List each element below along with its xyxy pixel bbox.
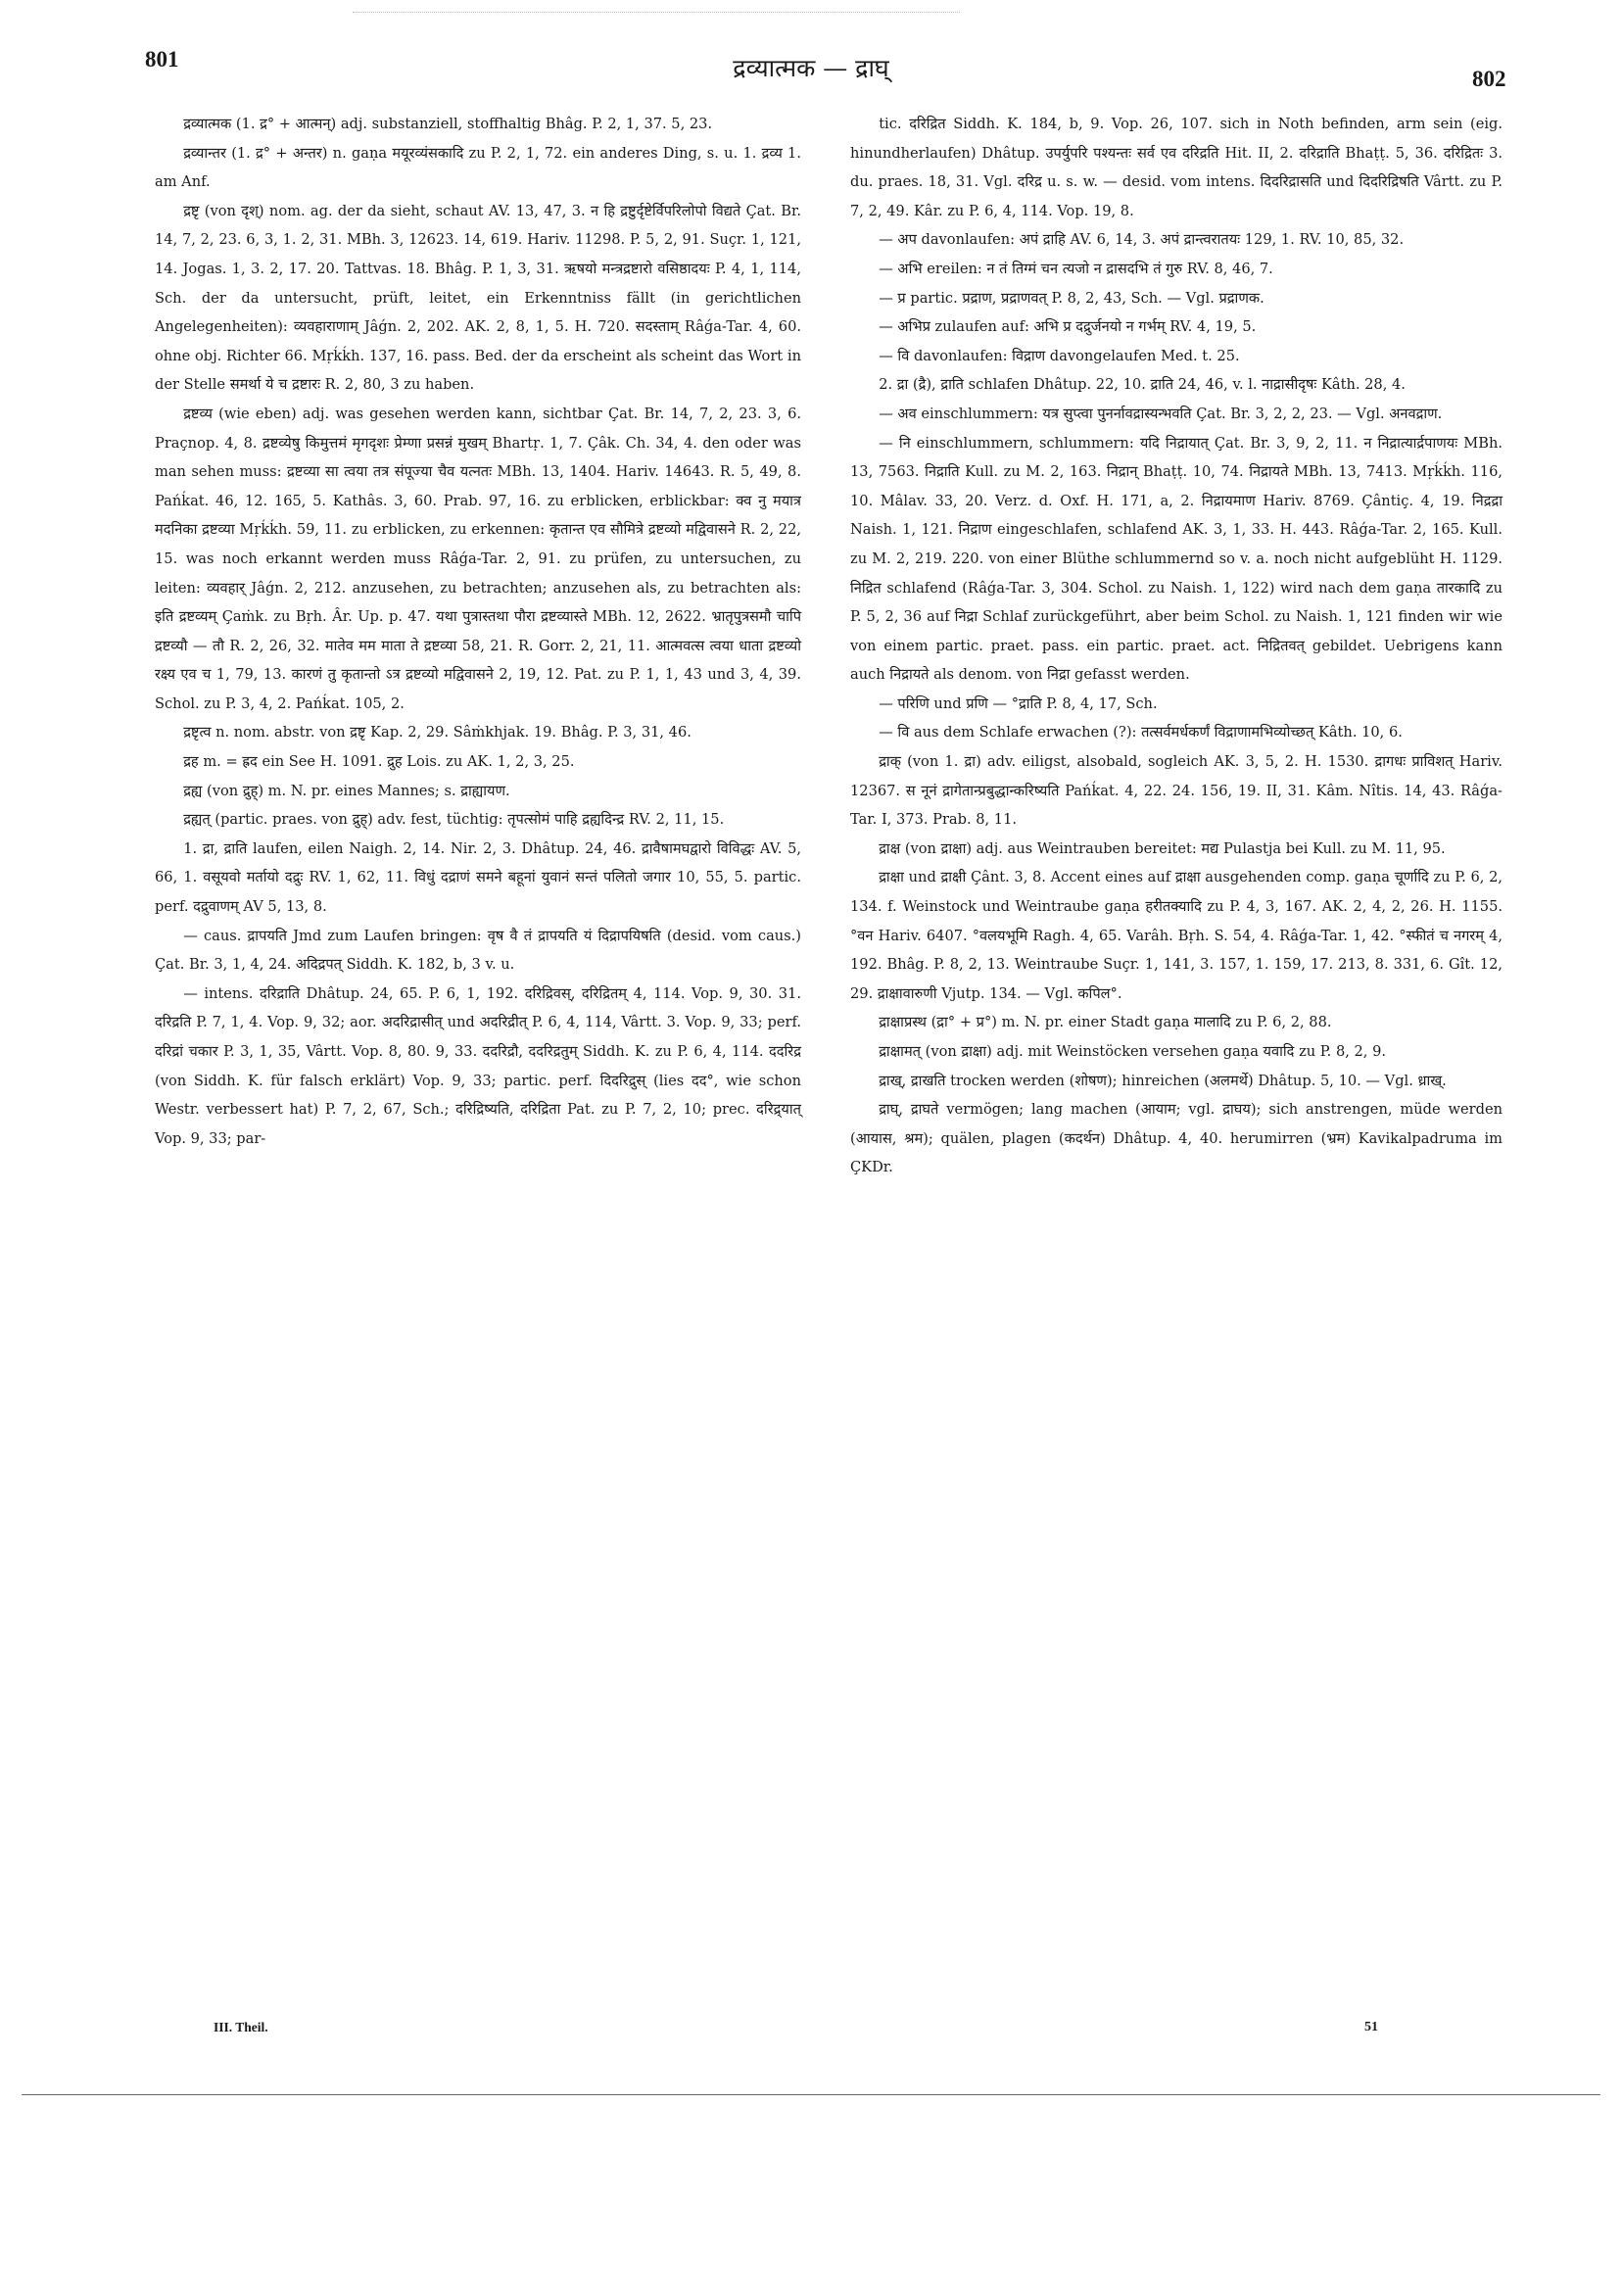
sheet-number: 51 [1364,2020,1378,2034]
dictionary-entry: — वि davonlaufen: विद्राण davongelaufen Med. t. 25. [879,347,1240,364]
dictionary-entry: द्राघ्, द्राघते vermögen; lang machen (आयाम; vgl. द्राघय); sich anstrengen, müde werden (आयास, श्रम); quälen, plagen (कदर्थन) Dhâtup. 4, 40. herumirren (भ्रम) Kavikalpadruma im ÇKDr. [850,1101,1503,1176]
running-head: द्रव्यात्मक — द्राघ् [733,54,889,82]
left-column [155,110,801,1153]
dictionary-entry: द्रष्टव्य (wie eben) adj. was gesehen werden kann, sichtbar Çat. Br. 14, 7, 2, 23. 3, 6. Praçnop. 4, 8. द्रष्टव्येषु किमुत्तमं मृगदृशः प्रेम्णा प्रसन्नं मुखम् Bhartṛ. 1, 7. Çâk. Ch. 34, 4. den oder was man sehen muss: द्रष्टव्या सा त्वया तत्र संपूज्या चैव यत्नतः MBh. 13, 1404. Hariv. 14643. R. 5, 49, 8. Pańḱat. 46, 12. 165, 5. Kathâs. 3, 60. Prab. 97, 16. zu erblicken, erblickbar: क्व नु मयात्र मदनिका द्रष्टव्या Mṛḱḱh. 59, 11. zu erblicken, zu erkennen: कृतान्त एव सौमित्रे द्रष्टव्यो मद्विवासने R. 2, 22, 15. was noch erkannt werden muss Râǵa-Tar. 2, 91. zu prüfen, zu untersuchen, zu leiten: व्यवहार् Jâǵn. 2, 212. anzusehen, zu betrachten; anzusehen als, zu betrachten als: इति द्रष्टव्यम् Çaṁk. zu Bṛh. Âr. Up. p. 47. यथा पुत्रास्तथा पौरा द्रष्टव्यास्ते MBh. 12, 2622. भ्रातृपुत्रसमौ चापि द्रष्टव्यौ — तौ R. 2, 26, 32. मातेव मम माता ते द्रष्टव्या 58, 21. R. Gorr. 2, 21, 11. आत्मवत्स त्वया धाता द्रष्टव्यो रक्ष्य एव च 1, 79, 13. कारणं तु कृतान्तो ऽत्र द्रष्टव्यो मद्विवासने 2, 19, 12. Pat. zu P. 1, 1, 43 und 3, 4, 39. Schol. zu P. 3, 4, 2. Pańḱat. 105, 2. [155,405,801,712]
dictionary-entry: द्रष्टृत्व n. nom. abstr. von द्रष्टृ Kap. 2, 29. Sâṁkhjak. 19. Bhâg. P. 3, 31, 46. [183,724,692,741]
page-number-right: 802 [1472,67,1506,91]
page-number-left: 801 [145,47,179,72]
dictionary-entry: द्राक्षा und द्राक्षी Çânt. 3, 8. Accent eines auf द्राक्षा ausgehenden comp. gaṇa चूर्णादि zu P. 6, 2, 134. f. Weinstock und Weintraube gaṇa हरीतक्यादि zu P. 4, 3, 167. AK. 2, 4, 2, 26. H. 1155. °वन Hariv. 6407. °वलयभूमि Ragh. 4, 65. Varâh. Bṛh. S. 54, 4. Râǵa-Tar. 1, 42. °स्फीतं च नगरम् 4, 192. Bhâg. P. 8, 2, 13. Weintraube Suçr. 1, 141, 3. 157, 1. 159, 17. 213, 8. 331, 6. Gît. 12, 29. द्राक्षावारुणी Vjutp. 134. — Vgl. कपिल°. [850,869,1503,1002]
dictionary-entry: द्रष्टृ (von दृश्) nom. ag. der da sieht, schaut AV. 13, 47, 3. न हि द्रष्टुर्दृष्टेर्विपरिलोपो विद्यते Çat. Br. 14, 7, 2, 23. 6, 3, 1. 2, 31. MBh. 3, 12623. 14, 619. Hariv. 11298. P. 5, 2, 91. Suçr. 1, 121, 14. Jogas. 1, 3. 2, 17. 20. Tattvas. 18. Bhâg. P. 1, 3, 31. ऋषयो मन्त्रद्रष्टारो वसिष्ठादयः P. 4, 1, 114, Sch. der da untersucht, prüft, leitet, ein Erkenntniss fällt (in gerichtlichen Angelegenheiten): व्यवहाराणाम् Jâǵn. 2, 202. AK. 2, 8, 1, 5. H. 720. सदस्ताम् Râǵa-Tar. 4, 60. ohne obj. Richter 66. Mṛḱḱh. 137, 16. pass. Bed. der da erscheint als scheint das Wort in der Stelle समर्था ये च द्रष्टारः R. 2, 80, 3 zu haben. [155,202,801,394]
dictionary-entry: 2. द्रा (द्रै), द्राति schlafen Dhâtup. 22, 10. द्राति 24, 46, v. l. नाद्रासीदृषः Kâth. 28, 4. [879,376,1406,394]
dictionary-entry: — प्र partic. प्रद्राण, प्रद्राणवत् P. 8, 2, 43, Sch. — Vgl. प्रद्राणक. [879,289,1264,307]
dictionary-entry: — अप davonlaufen: अपं द्राहि AV. 6, 14, 3. अपं द्रान्त्वरातयः 129, 1. RV. 10, 85, 32. [879,231,1405,249]
dictionary-entry: — caus. द्रापयति Jmd zum Laufen bringen: वृष वै तं द्रापयति यं दिद्रापयिषति (desid. vom caus.) Çat. Br. 3, 1, 4, 24. अदिद्रपत् Siddh. K. 182, b, 3 v. u. [155,927,801,974]
dictionary-entry: द्राक्षाप्रस्थ (द्रा° + प्र°) m. N. pr. einer Stadt gaṇa मालादि zu P. 6, 2, 88. [879,1014,1332,1031]
bottom-rule-divider [22,2094,1600,2095]
dictionary-entry: — नि einschlummern, schlummern: यदि निद्रायात् Çat. Br. 3, 9, 2, 11. न निद्रात्यार्द्रपाणयः MBh. 13, 7563. निद्राति Kull. zu M. 2, 163. निद्रान् Bhaṭṭ. 10, 74. निद्रायते MBh. 13, 7413. Mṛḱḱh. 116, 10. Mâlav. 33, 20. Verz. d. Oxf. H. 171, a, 2. निद्रायमाण Hariv. 8769. Çântiç. 4, 19. निद्रद्रा Naish. 1, 121. निद्राण eingeschlafen, schlafend AK. 3, 1, 33. H. 443. Râǵa-Tar. 2, 165. Kull. zu M. 2, 219. 220. von einer Blüthe schlummernd so v. a. noch nicht aufgeblüht H. 1129. निद्रित schlafend (Râǵa-Tar. 3, 304. Schol. zu Naish. 1, 122) wird nach dem gaṇa तारकादि zu P. 5, 2, 36 auf निद्रा Schlaf zurückgeführt, aber beim Schol. zu Naish. 1, 121 finden wir wie von einem partic. praet. pass. ein partic. praet. act. निद्रितवत् gebildet. Uebrigens kann auch निद्रायते als denom. von निद्रा gefasst werden. [850,434,1503,684]
dictionary-entry: — अभि ereilen: न तं तिग्मं चन त्यजो न द्रासदभि तं गुरु RV. 8, 46, 7. [879,260,1273,277]
dictionary-entry: tic. दरिद्रित Siddh. K. 184, b, 9. Vop. 26, 107. sich in Noth befinden, arm sein (eig. hinundherlaufen) Dhâtup. उपर्युपरि पश्यन्तः सर्व एव दरिद्रति Hit. II, 2. दरिद्राति Bhaṭṭ. 5, 36. दरिद्रितः 3. du. praes. 18, 31. Vgl. दरिद्र u. s. w. — desid. vom intens. दिदरिद्रासति und दिदरिद्रिषति Vârtt. zu P. 7, 2, 49. Kâr. zu P. 6, 4, 114. Vop. 19, 8. [850,116,1503,219]
top-edge-mark [353,12,960,13]
dictionary-entry: द्रव्यात्मक (1. द्र° + आत्मन्) adj. substanziell, stoffhaltig Bhâg. P. 2, 1, 37. 5, 23. [183,116,713,132]
dictionary-entry: द्रह्यत् (partic. praes. von द्रुह्) adv. fest, tüchtig: तृपत्सोमं पाहि द्रह्यदिन्द्र RV. 2, 11, 15. [183,811,725,829]
dictionary-entry: द्राक् (von 1. द्रा) adv. eiligst, alsobald, sogleich AK. 3, 5, 2. H. 1530. द्रागधः प्राविशत् Hariv. 12367. स नूनं द्रागेतान्प्रबुद्धान्करिष्यति Pańḱat. 4, 22. 24. 156, 19. II, 31. Kâm. Nîtis. 14, 43. Râǵa-Tar. I, 373. Prab. 8, 11. [850,753,1503,829]
dictionary-entry: — intens. दरिद्राति Dhâtup. 24, 65. P. 6, 1, 192. दरिद्रिवस्, दरिद्रितम् 4, 114. Vop. 9, 30. 31. दरिद्रति P. 7, 1, 4. Vop. 9, 32; aor. अदरिद्रासीत् und अदरिद्रीत् P. 6, 4, 114, Vârtt. 3. Vop. 9, 33; perf. दरिद्रां चकार P. 3, 1, 35, Vârtt. Vop. 8, 80. 9, 33. ददरिद्रौ, ददरिद्रतुम् Siddh. K. zu P. 6, 4, 114. ददरिद्र (von Siddh. K. für falsch erklärt) Vop. 9, 33; partic. perf. दिदरिद्रुस् (lies दद°, wie schon Westr. verbessert hat) P. 7, 2, 67, Sch.; दरिद्रिष्यति, दरिद्रिता Pat. zu P. 7, 2, 10; prec. दरिद्र्यात् Vop. 9, 33; par- [155,984,801,1147]
dictionary-entry: द्राख्, द्राखति trocken werden (शोषण); hinreichen (अलमर्थे) Dhâtup. 5, 10. — Vgl. ध्राख्. [879,1072,1447,1089]
volume-signature: III. Theil. [214,2020,268,2034]
dictionary-entry: — परिणि und प्रणि — °द्राति P. 8, 4, 17, Sch. [879,694,1158,712]
dictionary-entry: — अभिप्र zulaufen auf: अभि प्र दद्रुर्जनयो न गर्भम् RV. 4, 19, 5. [879,318,1257,336]
dictionary-entry: द्रव्यान्तर (1. द्र° + अन्तर) n. gaṇa मयूरव्यंसकादि zu P. 2, 1, 72. ein anderes Ding, s. u. 1. द्रव्य 1. am Anf. [155,144,801,191]
dictionary-entry: द्राक्ष (von द्राक्षा) adj. aus Weintrauben bereitet: मद्य Pulastja bei Kull. zu M. 11, 95. [879,839,1446,857]
dictionary-entry: 1. द्रा, द्राति laufen, eilen Naigh. 2, 14. Nir. 2, 3. Dhâtup. 24, 46. द्रावैषामघद्वारो विविद्धः AV. 5, 66, 1. वसूयवो मर्तायो दद्रुः RV. 1, 62, 11. विधुं दद्राणं समने बहूनां युवानं सन्तं पलितो जगार 10, 55, 5. partic. perf. दद्रुवाणम् AV 5, 13, 8. [155,839,801,916]
dictionary-entry: द्रह्य (von द्रुह्) m. N. pr. eines Mannes; s. द्राह्यायण. [183,782,510,799]
dictionary-entry: — अव einschlummern: यत्र सुप्त्वा पुनर्नावद्रास्यन्भवति Çat. Br. 3, 2, 2, 23. — Vgl. अनवद्राण. [879,405,1443,422]
right-column [850,110,1503,1182]
dictionary-entry: — वि aus dem Schlafe erwachen (?): तत्सर्वमर्धकर्णं विद्राणामभिव्योच्छत् Kâth. 10, 6. [879,724,1403,741]
dictionary-entry: द्राक्षामत् (von द्राक्षा) adj. mit Weinstöcken versehen gaṇa यवादि zu P. 8, 2, 9. [879,1043,1386,1060]
dictionary-entry: द्रह m. = ह्रद ein See H. 1091. द्रुह Lois. zu AK. 1, 2, 3, 25. [183,753,575,771]
